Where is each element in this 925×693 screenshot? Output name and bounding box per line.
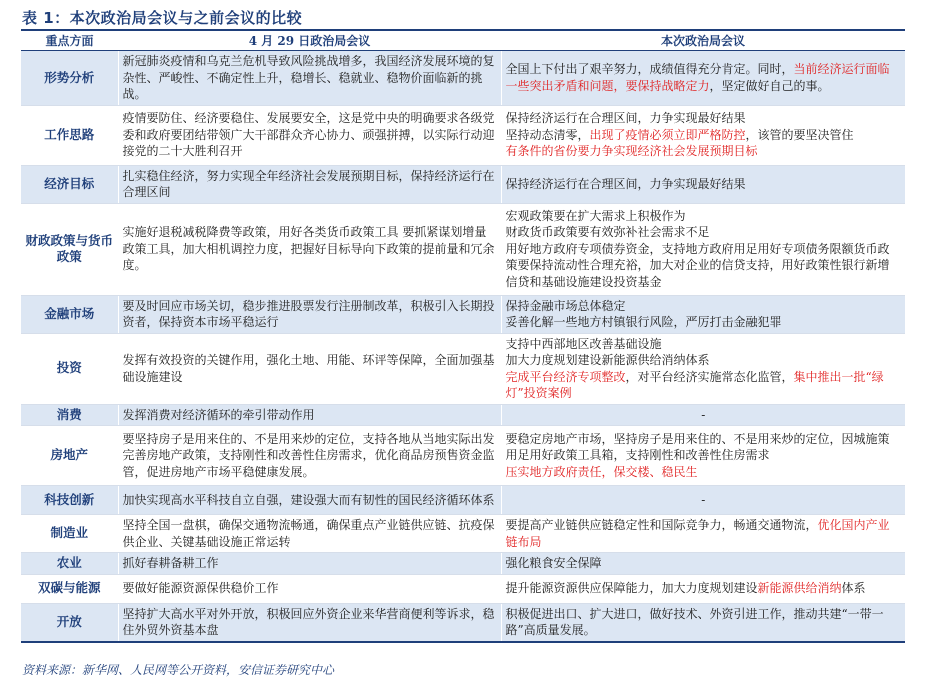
text-segment: 积极促进出口、扩大进口，做好技术、外资引进工作，推动共建“一带一路”高质量发展。	[505, 606, 884, 637]
text-segment: 要稳定房地产市场，坚持房子是用来住的、不是用来炒的定位，因城施策用足用好政策工具箱，支持刚性和改善性住房需求	[505, 431, 890, 463]
row-current-meeting	[501, 295, 905, 333]
table-row	[21, 404, 905, 426]
row-previous-meeting: 坚持全国一盘棋，确保交通物流畅通，确保重点产业链供应链、抗疫保供企业、关键基础设施正常运转	[118, 515, 501, 553]
highlighted-text: 压实地方政府责任，保交楼、稳民生	[505, 464, 698, 479]
row-aspect: 消费	[21, 404, 118, 426]
row-previous-meeting: 新冠肺炎疫情和乌克兰危机导致风险挑战增多，我国经济发展环境的复杂性、严峻性、不确定性上升，稳增长、稳就业、稳物价面临新的挑战。	[118, 51, 501, 106]
text-segment: 体系	[841, 581, 866, 596]
text-segment: 提升能源资源供应保障能力，加大力度规划建设	[505, 581, 758, 596]
text-segment: 财政货币政策要有效弥补社会需求不足	[505, 225, 710, 240]
row-aspect: 形势分析	[21, 51, 118, 106]
text-segment: 坚持动态清零，	[505, 127, 590, 142]
row-aspect: 金融市场	[21, 295, 118, 333]
text-segment: 宏观政策要在扩大需求上积极作为	[505, 208, 686, 223]
table-row	[21, 603, 905, 642]
row-previous-meeting: 发挥消费对经济循环的牵引带动作用	[118, 404, 501, 426]
row-current-meeting	[501, 165, 905, 203]
table-row	[21, 105, 905, 165]
text-segment: 妥善化解一些地方村镇银行风险，严厉打击金融犯罪	[505, 315, 782, 329]
row-previous-meeting: 实施好退税减税降费等政策，用好各类货币政策工具 要抓紧谋划增量政策工具，加大相机调控力度，把握好目标导向下政策的提前量和冗余度。	[118, 203, 501, 295]
row-aspect: 双碳与能源	[21, 574, 118, 603]
table-row	[21, 486, 905, 515]
row-previous-meeting: 要坚持房子是用来住的、不是用来炒的定位，支持各地从当地实际出发完善房地产政策，支持刚性和改善性住房需求，优化商品房预售资金监管，促进房地产市场平稳健康发展。	[118, 426, 501, 486]
row-aspect: 制造业	[21, 515, 118, 553]
text-segment: 支持中西部地区改善基础设施	[505, 336, 662, 351]
table-row	[21, 574, 905, 603]
row-previous-meeting: 疫情要防住、经济要稳住、发展要安全，这是党中央的明确要求各级党委和政府要团结带领广大干部群众齐心协力、顽强拼搏，以实际行动迎接党的二十大胜利召开	[118, 105, 501, 165]
text-segment: 保持经济运行在合理区间，力争实现最好结果	[505, 176, 746, 191]
table-row	[21, 165, 905, 203]
text-segment: 加大力度规划建设新能源供给消纳体系	[505, 353, 710, 367]
row-aspect: 投资	[21, 333, 118, 404]
highlighted-text: 完成平台经济专项整改	[505, 369, 626, 384]
highlighted-text: 集中推出一批“绿灯”投资案例	[505, 369, 884, 400]
text-segment: -	[701, 407, 706, 422]
row-aspect: 工作思路	[21, 105, 118, 165]
table-row	[21, 203, 905, 295]
table-header-row	[21, 30, 905, 51]
row-previous-meeting: 抓好春耕备耕工作	[118, 553, 501, 575]
highlighted-text: 优化国内产业链布局	[505, 518, 890, 549]
highlighted-text: 当前经济运行面临一些突出矛盾和问题，要保持战略定力	[505, 62, 890, 93]
text-segment: ，坚定做好自己的事。	[709, 78, 830, 93]
row-current-meeting	[501, 553, 905, 575]
row-previous-meeting: 坚持扩大高水平对外开放，积极回应外资企业来华营商便利等诉求，稳住外贸外资基本盘	[118, 603, 501, 642]
text-segment: 强化粮食安全保障	[505, 556, 602, 570]
row-aspect: 经济目标	[21, 165, 118, 203]
row-current-meeting	[501, 333, 905, 404]
row-aspect: 农业	[21, 553, 118, 575]
row-previous-meeting: 发挥有效投资的关键作用，强化土地、用能、环评等保障，全面加强基础设施建设	[118, 333, 501, 404]
highlighted-text: 新能源供给消纳	[757, 581, 842, 596]
table-row	[21, 553, 905, 575]
comparison-table	[21, 29, 905, 643]
text-segment: 保持经济运行在合理区间，力争实现最好结果	[505, 111, 746, 126]
table-row	[21, 51, 905, 106]
row-aspect: 科技创新	[21, 486, 118, 515]
row-current-meeting	[501, 515, 905, 553]
text-segment: 全国上下付出了艰辛努力，成绩值得充分肯定。同时，	[505, 62, 794, 77]
row-previous-meeting: 要做好能源资源保供稳价工作	[118, 574, 501, 603]
row-aspect: 开放	[21, 603, 118, 642]
table-body	[21, 51, 905, 642]
text-segment: 用好地方政府专项债券资金，支持地方政府用足用好专项债务限额货币政策要保持流动性合理充裕，加大对企业的信贷支持，用好政策性银行新增信贷和基础设施建设投资基金	[505, 241, 890, 289]
row-aspect: 房地产	[21, 426, 118, 486]
header-aspect: 重点方面	[21, 30, 118, 51]
table-row	[21, 295, 905, 333]
header-current-meeting: 本次政治局会议	[501, 30, 905, 51]
text-segment: 要提高产业链供应链稳定性和国际竞争力，畅通交通物流，	[505, 518, 818, 532]
table-title: 表 1：本次政治局会议与之前会议的比较	[22, 9, 303, 27]
row-current-meeting	[501, 603, 905, 642]
row-aspect: 财政政策与货币政策	[21, 203, 118, 295]
row-current-meeting	[501, 105, 905, 165]
row-current-meeting	[501, 203, 905, 295]
row-previous-meeting: 加快实现高水平科技自立自强，建设强大而有韧性的国民经济循环体系	[118, 486, 501, 515]
text-segment: -	[701, 492, 706, 507]
header-previous-meeting: 4 月 29 日政治局会议	[118, 30, 501, 51]
row-current-meeting	[501, 486, 905, 515]
highlighted-text: 出现了疫情必须立即严格防控	[589, 127, 746, 142]
row-previous-meeting: 要及时回应市场关切，稳步推进股票发行注册制改革，积极引入长期投资者，保持资本市场平稳运行	[118, 295, 501, 333]
row-current-meeting	[501, 426, 905, 486]
source-note: 资料来源：新华网、人民网等公开资料，安信证券研究中心	[22, 663, 335, 677]
text-segment: ，对平台经济实施常态化监管，	[625, 369, 794, 384]
table-row	[21, 515, 905, 553]
table-row	[21, 333, 905, 404]
table-row	[21, 426, 905, 486]
highlighted-text: 有条件的省份要力争实现经济社会发展预期目标	[505, 144, 758, 159]
row-current-meeting	[501, 404, 905, 426]
row-previous-meeting: 扎实稳住经济，努力实现全年经济社会发展预期目标，保持经济运行在合理区间	[118, 165, 501, 203]
row-current-meeting	[501, 574, 905, 603]
row-current-meeting	[501, 51, 905, 106]
text-segment: ，该管的要坚决管住	[745, 127, 854, 142]
text-segment: 保持金融市场总体稳定	[505, 298, 626, 313]
